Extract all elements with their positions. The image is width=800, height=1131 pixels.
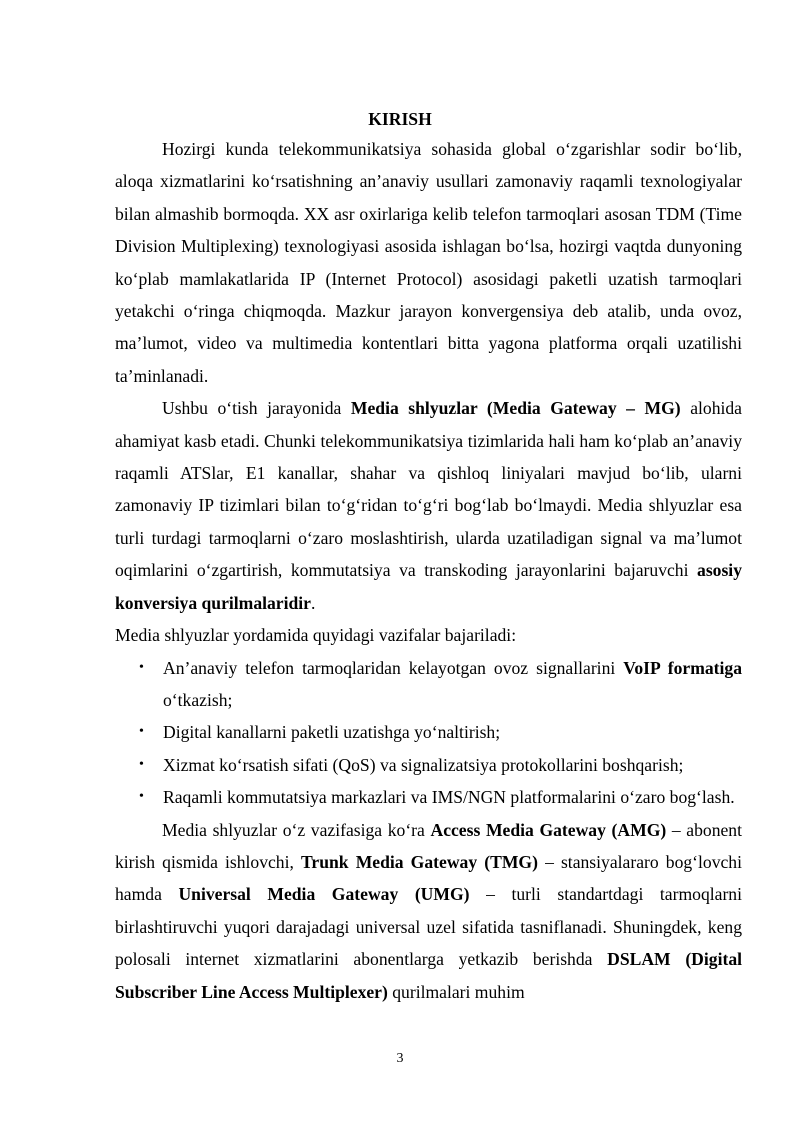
list-item (115, 652, 742, 717)
list-item-text: o‘tkazish; (163, 689, 233, 710)
bold-term-tmg: Trunk Media Gateway (TMG) (301, 851, 538, 872)
bold-term-media-gateway: Media shlyuzlar (Media Gateway – MG) (350, 398, 681, 419)
list-item (115, 781, 742, 813)
function-list (115, 652, 742, 814)
media-gateway-paragraph (115, 392, 742, 619)
list-item-text: Xizmat ko‘rsatish sifati (QoS) va signalizatsiya protokollarini boshqarish; (163, 754, 684, 775)
list-item-text: An’anaviy telefon tarmoqlaridan kelayotgan ovoz signallarini (163, 657, 624, 678)
paragraph-text: Media shlyuzlar o‘z vazifasiga ko‘ra (162, 819, 431, 840)
section-heading: KIRISH (368, 109, 432, 129)
bold-term-umg: Universal Media Gateway (UMG) (178, 884, 470, 905)
bold-term-dslam: DSLAM (Digital Subscriber Line Access Multiplexer) (115, 949, 742, 1002)
list-item-text: Digital kanallarni paketli uzatishga yo‘naltirish; (163, 722, 501, 743)
paragraph-text: – abonent kirish qismida ishlovchi, (115, 819, 742, 872)
list-item (115, 749, 742, 781)
bullet-icon: • (139, 789, 144, 805)
bold-term-conversion-devices: asosiy konversiya qurilmalaridir (115, 560, 742, 613)
bullet-icon: • (139, 724, 144, 740)
list-intro: Media shlyuzlar yordamida quyidagi vazifalar bajariladi: (115, 625, 517, 646)
gateway-types-paragraph (115, 814, 742, 1008)
list-item-text: Raqamli kommutatsiya markazlari va IMS/NGN platformalarini o‘zaro bog‘lash. (163, 787, 735, 808)
paragraph-text: . (310, 592, 316, 613)
bold-term-voip: VoIP formatiga (623, 657, 743, 678)
paragraph-text: alohida ahamiyat kasb etadi. Chunki telekommunikatsiya tizimlarida hali ham ko‘plab an’anaviy raqamli ATSlar, E1 kanallar, shahar va qishloq liniyalari mavjud bo‘lib, ularni zamonaviy IP tizimlari bilan to‘g‘ridan to‘g‘ri bog‘lab bo‘lmaydi. Media shlyuzlar esa turli turdagi tarmoqlarni o‘zaro moslashtirish, ularda uzatiladigan signal va ma’lumot oqimlarini o‘zgartirish, kommutatsiya va transkoding jarayonlarini bajaruvchi (115, 398, 742, 581)
paragraph-text: – turli standartdagi tarmoqlarni birlashtiruvchi yuqori darajadagi universal uzel sifatida tasniflanadi. Shuningdek, keng polosali internet xizmatlarini abonentlarga yetkazib berishda (115, 884, 742, 970)
page-number: 3 (396, 1051, 404, 1066)
paragraph-text: – stansiyalararo bog‘lovchi hamda (115, 851, 742, 905)
paragraph-text: qurilmalari muhim (387, 981, 525, 1002)
bullet-icon: • (139, 756, 144, 772)
intro-paragraph: Hozirgi kunda telekommunikatsiya sohasida global o‘zgarishlar sodir bo‘lib, aloqa xizmatlarini ko‘rsatishning an’anaviy usullari zamonaviy raqamli texnologiyalar bilan almashib bormoqda. XX asr oxirlariga kelib telefon tarmoqlari asosan TDM (Time Division Multiplexing) texnologiyasi asosida ishlagan bo‘lsa, hozirgi vaqtda dunyoning ko‘plab mamlakatlarida IP (Internet Protocol) asosidagi paketli uzatish tarmoqlari yetakchi o‘ringa chiqmoqda. Mazkur jarayon konvergensiya deb atalib, unda ovoz, ma’lumot, video va multimedia kontentlari bitta yagona platforma orqali uzatilishi ta’minlanadi. (115, 139, 742, 386)
paragraph-text: Ushbu o‘tish jarayonida (162, 398, 351, 419)
document-body (115, 133, 742, 1008)
list-item (115, 716, 742, 748)
bullet-icon: • (139, 659, 144, 675)
bold-term-amg: Access Media Gateway (AMG) (430, 819, 667, 840)
